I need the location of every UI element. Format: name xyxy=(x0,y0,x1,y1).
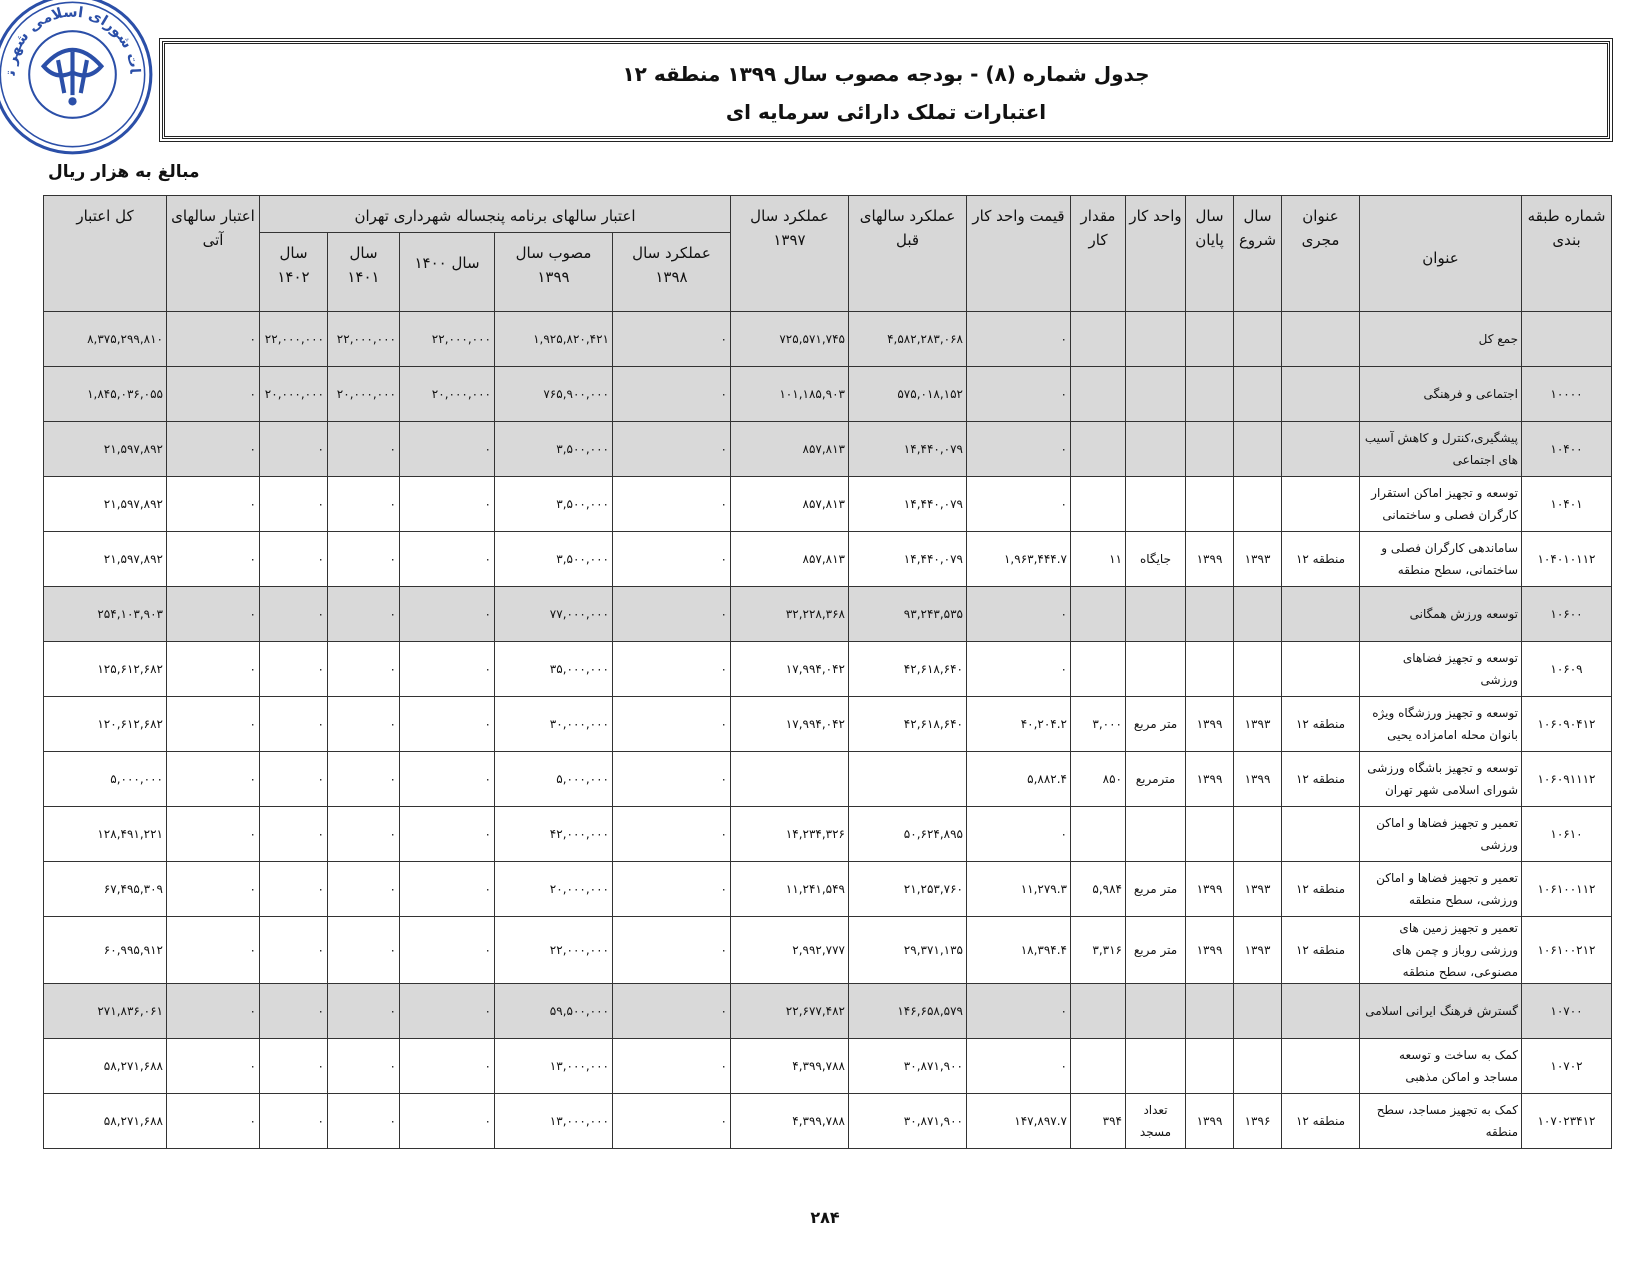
row-future-credit: ۰ xyxy=(167,532,260,587)
row-total-credit: ۱۲۵,۶۱۲,۶۸۲ xyxy=(44,642,167,697)
row-quantity xyxy=(1071,367,1126,422)
row-unit xyxy=(1126,312,1186,367)
row-unit: متر مربع xyxy=(1126,862,1186,917)
row-end-year xyxy=(1186,312,1234,367)
table-row xyxy=(44,532,1612,587)
row-performance-1398: ۰ xyxy=(613,642,731,697)
row-unit-price: ۴۰,۲۰۴.۲ xyxy=(967,697,1071,752)
row-year-1401: ۰ xyxy=(328,477,400,532)
header-performance-prior-years: عملکرد سالهای قبل xyxy=(849,196,967,312)
row-year-1402: ۰ xyxy=(260,984,328,1039)
row-executor: منطقه ۱۲ xyxy=(1282,697,1360,752)
row-quantity xyxy=(1071,587,1126,642)
row-approved-1399: ۵۹,۵۰۰,۰۰۰ xyxy=(495,984,613,1039)
row-start-year: ۱۳۹۶ xyxy=(1234,1094,1282,1149)
row-performance-1398: ۰ xyxy=(613,752,731,807)
row-year-1400: ۰ xyxy=(400,477,495,532)
row-performance-prior: ۹۳,۲۴۳,۵۳۵ xyxy=(849,587,967,642)
row-year-1400: ۰ xyxy=(400,752,495,807)
document-title: جدول شماره (۸) - بودجه مصوب سال ۱۳۹۹ منطقه ۱۲ xyxy=(622,62,1150,86)
table-row xyxy=(44,1039,1612,1094)
row-end-year xyxy=(1186,587,1234,642)
row-start-year xyxy=(1234,807,1282,862)
row-unit-price: ۱۱,۲۷۹.۳ xyxy=(967,862,1071,917)
table-row xyxy=(44,642,1612,697)
row-code: ۱۰۰۰۰ xyxy=(1522,367,1612,422)
row-title: پیشگیری،کنترل و کاهش آسیب های اجتماعی xyxy=(1360,422,1522,477)
row-year-1401: ۰ xyxy=(328,984,400,1039)
row-future-credit: ۰ xyxy=(167,752,260,807)
table-row xyxy=(44,862,1612,917)
row-start-year: ۱۳۹۳ xyxy=(1234,862,1282,917)
row-unit: جایگاه xyxy=(1126,532,1186,587)
row-future-credit: ۰ xyxy=(167,642,260,697)
row-unit xyxy=(1126,1039,1186,1094)
row-total-credit: ۱,۸۴۵,۰۳۶,۰۵۵ xyxy=(44,367,167,422)
row-title: توسعه و تجهیز فضاهای ورزشی xyxy=(1360,642,1522,697)
row-year-1401: ۰ xyxy=(328,862,400,917)
row-year-1400: ۰ xyxy=(400,862,495,917)
row-code: ۱۰۷۰۰ xyxy=(1522,984,1612,1039)
row-quantity: ۱۱ xyxy=(1071,532,1126,587)
row-performance-prior: ۱۴,۴۴۰,۰۷۹ xyxy=(849,532,967,587)
row-performance-prior: ۵۷۵,۰۱۸,۱۵۲ xyxy=(849,367,967,422)
row-performance-1397: ۱۴,۲۳۴,۳۲۶ xyxy=(731,807,849,862)
document-subtitle: اعتبارات تملک دارائی سرمایه ای xyxy=(725,100,1047,124)
budget-table xyxy=(43,195,1612,1149)
row-quantity: ۵,۹۸۴ xyxy=(1071,862,1126,917)
row-year-1402: ۰ xyxy=(260,1094,328,1149)
row-unit-price: ۰ xyxy=(967,807,1071,862)
row-year-1401: ۰ xyxy=(328,532,400,587)
header-start-year: سال شروع xyxy=(1234,196,1282,312)
row-unit-price: ۰ xyxy=(967,984,1071,1039)
row-quantity xyxy=(1071,984,1126,1039)
row-title: تعمیر و تجهیز فضاها و اماکن ورزشی، سطح منطقه xyxy=(1360,862,1522,917)
row-approved-1399: ۷۶۵,۹۰۰,۰۰۰ xyxy=(495,367,613,422)
row-approved-1399: ۳۵,۰۰۰,۰۰۰ xyxy=(495,642,613,697)
row-performance-prior xyxy=(849,752,967,807)
row-unit-price: ۰ xyxy=(967,422,1071,477)
row-total-credit: ۲۷۱,۸۳۶,۰۶۱ xyxy=(44,984,167,1039)
row-title: اجتماعی و فرهنگی xyxy=(1360,367,1522,422)
row-performance-prior: ۵۰,۶۲۴,۸۹۵ xyxy=(849,807,967,862)
row-total-credit: ۵,۰۰۰,۰۰۰ xyxy=(44,752,167,807)
row-start-year xyxy=(1234,477,1282,532)
row-performance-prior: ۴۲,۶۱۸,۶۴۰ xyxy=(849,642,967,697)
row-code: ۱۰۶۰۹۱۱۱۲ xyxy=(1522,752,1612,807)
row-total-credit: ۶۷,۴۹۵,۳۰۹ xyxy=(44,862,167,917)
row-performance-1398: ۰ xyxy=(613,532,731,587)
row-year-1402: ۰ xyxy=(260,917,328,984)
row-performance-1397: ۲,۹۹۲,۷۷۷ xyxy=(731,917,849,984)
row-future-credit: ۰ xyxy=(167,862,260,917)
row-approved-1399: ۷۷,۰۰۰,۰۰۰ xyxy=(495,587,613,642)
table-row xyxy=(44,697,1612,752)
row-quantity: ۸۵۰ xyxy=(1071,752,1126,807)
row-total-credit: ۸,۳۷۵,۲۹۹,۸۱۰ xyxy=(44,312,167,367)
table-row xyxy=(44,984,1612,1039)
row-performance-prior: ۱۴,۴۴۰,۰۷۹ xyxy=(849,477,967,532)
table-row xyxy=(44,1094,1612,1149)
row-code: ۱۰۶۰۹۰۴۱۲ xyxy=(1522,697,1612,752)
row-performance-1398: ۰ xyxy=(613,697,731,752)
row-performance-prior: ۲۹,۳۷۱,۱۳۵ xyxy=(849,917,967,984)
row-code: ۱۰۶۱۰۰۱۱۲ xyxy=(1522,862,1612,917)
row-approved-1399: ۱,۹۲۵,۸۲۰,۴۲۱ xyxy=(495,312,613,367)
row-title: توسعه و تجهیز اماکن استقرار کارگران فصلی و ساختمانی xyxy=(1360,477,1522,532)
row-performance-1398: ۰ xyxy=(613,807,731,862)
row-year-1401: ۰ xyxy=(328,642,400,697)
row-year-1401: ۰ xyxy=(328,1039,400,1094)
row-year-1402: ۰ xyxy=(260,697,328,752)
row-quantity: ۳۹۴ xyxy=(1071,1094,1126,1149)
row-start-year xyxy=(1234,984,1282,1039)
row-year-1400: ۰ xyxy=(400,1094,495,1149)
row-code: ۱۰۴۰۰ xyxy=(1522,422,1612,477)
row-start-year xyxy=(1234,587,1282,642)
row-performance-prior: ۴۲,۶۱۸,۶۴۰ xyxy=(849,697,967,752)
row-year-1401: ۲۲,۰۰۰,۰۰۰ xyxy=(328,312,400,367)
row-code: ۱۰۷۰۲۳۴۱۲ xyxy=(1522,1094,1612,1149)
row-code: ۱۰۶۱۰ xyxy=(1522,807,1612,862)
row-performance-prior: ۱۴,۴۴۰,۰۷۹ xyxy=(849,422,967,477)
row-end-year xyxy=(1186,422,1234,477)
row-start-year xyxy=(1234,642,1282,697)
row-quantity: ۳,۳۱۶ xyxy=(1071,917,1126,984)
row-performance-1398: ۰ xyxy=(613,367,731,422)
row-quantity xyxy=(1071,642,1126,697)
row-unit xyxy=(1126,807,1186,862)
row-performance-1398: ۰ xyxy=(613,477,731,532)
row-end-year xyxy=(1186,642,1234,697)
row-code: ۱۰۴۰۱۰۱۱۲ xyxy=(1522,532,1612,587)
row-code: ۱۰۷۰۲ xyxy=(1522,1039,1612,1094)
row-unit: تعداد مسجد xyxy=(1126,1094,1186,1149)
row-year-1402: ۰ xyxy=(260,422,328,477)
row-unit: مترمربع xyxy=(1126,752,1186,807)
row-total-credit: ۵۸,۲۷۱,۶۸۸ xyxy=(44,1039,167,1094)
row-performance-1397: ۷۲۵,۵۷۱,۷۴۵ xyxy=(731,312,849,367)
row-approved-1399: ۱۳,۰۰۰,۰۰۰ xyxy=(495,1039,613,1094)
row-approved-1399: ۳,۵۰۰,۰۰۰ xyxy=(495,532,613,587)
row-unit-price: ۱,۹۶۳,۴۴۴.۷ xyxy=(967,532,1071,587)
row-end-year xyxy=(1186,984,1234,1039)
row-unit-price: ۵,۸۸۲.۴ xyxy=(967,752,1071,807)
row-future-credit: ۰ xyxy=(167,1094,260,1149)
row-year-1401: ۰ xyxy=(328,697,400,752)
row-year-1402: ۰ xyxy=(260,752,328,807)
row-performance-1397: ۸۵۷,۸۱۳ xyxy=(731,532,849,587)
row-performance-1398: ۰ xyxy=(613,1094,731,1149)
row-year-1400: ۰ xyxy=(400,642,495,697)
row-unit-price: ۰ xyxy=(967,477,1071,532)
row-year-1402: ۰ xyxy=(260,862,328,917)
row-year-1400: ۲۲,۰۰۰,۰۰۰ xyxy=(400,312,495,367)
row-approved-1399: ۲۲,۰۰۰,۰۰۰ xyxy=(495,917,613,984)
row-performance-prior: ۳۰,۸۷۱,۹۰۰ xyxy=(849,1094,967,1149)
row-end-year xyxy=(1186,477,1234,532)
row-title: کمک به تجهیز مساجد، سطح منطقه xyxy=(1360,1094,1522,1149)
row-year-1402: ۲۰,۰۰۰,۰۰۰ xyxy=(260,367,328,422)
row-performance-1397: ۱۰۱,۱۸۵,۹۰۳ xyxy=(731,367,849,422)
row-total-credit: ۲۵۴,۱۰۳,۹۰۳ xyxy=(44,587,167,642)
row-code: ۱۰۶۱۰۰۲۱۲ xyxy=(1522,917,1612,984)
row-end-year: ۱۳۹۹ xyxy=(1186,532,1234,587)
row-year-1400: ۰ xyxy=(400,587,495,642)
row-approved-1399: ۳,۵۰۰,۰۰۰ xyxy=(495,422,613,477)
row-year-1402: ۰ xyxy=(260,1039,328,1094)
row-year-1401: ۰ xyxy=(328,807,400,862)
seal-text: ات شورای اسلامی شهر ت xyxy=(2,4,143,76)
row-approved-1399: ۳,۵۰۰,۰۰۰ xyxy=(495,477,613,532)
row-performance-1397: ۸۵۷,۸۱۳ xyxy=(731,477,849,532)
row-executor: منطقه ۱۲ xyxy=(1282,1094,1360,1149)
row-future-credit: ۰ xyxy=(167,367,260,422)
row-executor xyxy=(1282,312,1360,367)
table-row xyxy=(44,807,1612,862)
row-start-year xyxy=(1234,367,1282,422)
row-future-credit: ۰ xyxy=(167,1039,260,1094)
row-performance-1397: ۲۲,۶۷۷,۴۸۲ xyxy=(731,984,849,1039)
row-unit: متر مربع xyxy=(1126,697,1186,752)
row-quantity xyxy=(1071,1039,1126,1094)
row-unit xyxy=(1126,984,1186,1039)
row-performance-1397: ۱۱,۲۴۱,۵۴۹ xyxy=(731,862,849,917)
row-year-1402: ۰ xyxy=(260,532,328,587)
municipal-seal-stamp xyxy=(0,0,155,157)
row-year-1401: ۰ xyxy=(328,587,400,642)
row-quantity: ۳,۰۰۰ xyxy=(1071,697,1126,752)
header-year-1400: سال ۱۴۰۰ xyxy=(400,233,495,312)
row-quantity xyxy=(1071,477,1126,532)
row-performance-1398: ۰ xyxy=(613,1039,731,1094)
row-end-year xyxy=(1186,807,1234,862)
row-performance-1398: ۰ xyxy=(613,917,731,984)
header-approved-1399: مصوب سال ۱۳۹۹ xyxy=(495,233,613,312)
row-executor xyxy=(1282,367,1360,422)
row-end-year: ۱۳۹۹ xyxy=(1186,862,1234,917)
header-title: عنوان xyxy=(1360,196,1522,312)
row-start-year xyxy=(1234,312,1282,367)
header-five-year-plan: اعتبار سالهای برنامه پنجساله شهرداری تهران xyxy=(260,196,731,233)
header-code: شماره طبقه بندی xyxy=(1522,196,1612,312)
row-start-year xyxy=(1234,1039,1282,1094)
row-total-credit: ۱۲۸,۴۹۱,۲۲۱ xyxy=(44,807,167,862)
row-future-credit: ۰ xyxy=(167,587,260,642)
row-quantity xyxy=(1071,807,1126,862)
row-end-year xyxy=(1186,1039,1234,1094)
row-year-1402: ۰ xyxy=(260,587,328,642)
row-unit-price: ۱۴۷,۸۹۷.۷ xyxy=(967,1094,1071,1149)
header-performance-1398: عملکرد سال ۱۳۹۸ xyxy=(613,233,731,312)
row-title: توسعه و تجهیز ورزشگاه ویژه بانوان محله امامزاده یحیی xyxy=(1360,697,1522,752)
row-year-1400: ۰ xyxy=(400,1039,495,1094)
row-performance-1398: ۰ xyxy=(613,984,731,1039)
row-unit xyxy=(1126,422,1186,477)
row-quantity xyxy=(1071,312,1126,367)
row-year-1402: ۰ xyxy=(260,477,328,532)
row-year-1402: ۰ xyxy=(260,807,328,862)
row-total-credit: ۲۱,۵۹۷,۸۹۲ xyxy=(44,532,167,587)
row-performance-1398: ۰ xyxy=(613,422,731,477)
row-code xyxy=(1522,312,1612,367)
row-executor xyxy=(1282,1039,1360,1094)
row-approved-1399: ۳۰,۰۰۰,۰۰۰ xyxy=(495,697,613,752)
row-executor xyxy=(1282,587,1360,642)
row-unit xyxy=(1126,642,1186,697)
row-executor: منطقه ۱۲ xyxy=(1282,532,1360,587)
row-code: ۱۰۶۰۰ xyxy=(1522,587,1612,642)
row-year-1400: ۰ xyxy=(400,532,495,587)
row-performance-prior: ۴,۵۸۲,۲۸۳,۰۶۸ xyxy=(849,312,967,367)
row-executor xyxy=(1282,477,1360,532)
row-unit-price: ۰ xyxy=(967,587,1071,642)
row-year-1401: ۲۰,۰۰۰,۰۰۰ xyxy=(328,367,400,422)
row-total-credit: ۶۰,۹۹۵,۹۱۲ xyxy=(44,917,167,984)
row-unit: متر مربع xyxy=(1126,917,1186,984)
row-approved-1399: ۴۲,۰۰۰,۰۰۰ xyxy=(495,807,613,862)
row-year-1401: ۰ xyxy=(328,752,400,807)
row-total-credit: ۱۲۰,۶۱۲,۶۸۲ xyxy=(44,697,167,752)
row-year-1400: ۲۰,۰۰۰,۰۰۰ xyxy=(400,367,495,422)
row-performance-1398: ۰ xyxy=(613,587,731,642)
row-year-1401: ۰ xyxy=(328,422,400,477)
row-performance-1397: ۴,۳۹۹,۷۸۸ xyxy=(731,1094,849,1149)
row-start-year: ۱۳۹۳ xyxy=(1234,917,1282,984)
row-end-year: ۱۳۹۹ xyxy=(1186,1094,1234,1149)
row-unit-price: ۱۸,۳۹۴.۴ xyxy=(967,917,1071,984)
table-row xyxy=(44,422,1612,477)
row-year-1400: ۰ xyxy=(400,984,495,1039)
row-performance-1397: ۸۵۷,۸۱۳ xyxy=(731,422,849,477)
row-future-credit: ۰ xyxy=(167,477,260,532)
row-start-year xyxy=(1234,422,1282,477)
row-title: توسعه ورزش همگانی xyxy=(1360,587,1522,642)
header-performance-1397: عملکرد سال ۱۳۹۷ xyxy=(731,196,849,312)
row-performance-prior: ۳۰,۸۷۱,۹۰۰ xyxy=(849,1039,967,1094)
row-title: تعمیر و تجهیز زمین های ورزشی روباز و چمن های مصنوعی، سطح منطقه xyxy=(1360,917,1522,984)
row-future-credit: ۰ xyxy=(167,917,260,984)
header-end-year: سال پایان xyxy=(1186,196,1234,312)
header-unit-price: قیمت واحد کار xyxy=(967,196,1071,312)
table-row xyxy=(44,367,1612,422)
row-title: جمع کل xyxy=(1360,312,1522,367)
row-unit-price: ۰ xyxy=(967,642,1071,697)
row-performance-1397: ۴,۳۹۹,۷۸۸ xyxy=(731,1039,849,1094)
row-executor: منطقه ۱۲ xyxy=(1282,917,1360,984)
row-title: تعمیر و تجهیز فضاها و اماکن ورزشی xyxy=(1360,807,1522,862)
row-future-credit: ۰ xyxy=(167,697,260,752)
row-executor: منطقه ۱۲ xyxy=(1282,862,1360,917)
row-end-year xyxy=(1186,367,1234,422)
row-executor: منطقه ۱۲ xyxy=(1282,752,1360,807)
row-approved-1399: ۲۰,۰۰۰,۰۰۰ xyxy=(495,862,613,917)
header-year-1401: سال ۱۴۰۱ xyxy=(328,233,400,312)
row-executor xyxy=(1282,642,1360,697)
table-row xyxy=(44,752,1612,807)
row-future-credit: ۰ xyxy=(167,807,260,862)
currency-units-note: مبالغ به هزار ریال xyxy=(48,162,200,182)
row-future-credit: ۰ xyxy=(167,422,260,477)
row-future-credit: ۰ xyxy=(167,984,260,1039)
page-number: ۲۸۴ xyxy=(810,1208,840,1227)
header-quantity: مقدار کار xyxy=(1071,196,1126,312)
row-performance-prior: ۱۴۶,۶۵۸,۵۷۹ xyxy=(849,984,967,1039)
row-start-year: ۱۳۹۹ xyxy=(1234,752,1282,807)
row-unit-price: ۰ xyxy=(967,1039,1071,1094)
row-start-year: ۱۳۹۳ xyxy=(1234,532,1282,587)
row-quantity xyxy=(1071,422,1126,477)
row-year-1401: ۰ xyxy=(328,917,400,984)
row-year-1400: ۰ xyxy=(400,807,495,862)
row-unit xyxy=(1126,587,1186,642)
row-title: ساماندهی کارگران فصلی و ساختمانی، سطح منطقه xyxy=(1360,532,1522,587)
row-title: توسعه و تجهیز باشگاه ورزشی شورای اسلامی شهر تهران xyxy=(1360,752,1522,807)
table-row xyxy=(44,312,1612,367)
row-end-year: ۱۳۹۹ xyxy=(1186,697,1234,752)
budget-table-body xyxy=(44,312,1612,1149)
row-start-year: ۱۳۹۳ xyxy=(1234,697,1282,752)
row-end-year: ۱۳۹۹ xyxy=(1186,917,1234,984)
row-performance-1398: ۰ xyxy=(613,312,731,367)
row-future-credit: ۰ xyxy=(167,312,260,367)
table-row xyxy=(44,477,1612,532)
row-total-credit: ۵۸,۲۷۱,۶۸۸ xyxy=(44,1094,167,1149)
title-box xyxy=(162,41,1610,139)
header-future-credit: اعتبار سالهای آتی xyxy=(167,196,260,312)
row-performance-1397: ۳۲,۲۲۸,۳۶۸ xyxy=(731,587,849,642)
row-total-credit: ۲۱,۵۹۷,۸۹۲ xyxy=(44,477,167,532)
header-year-1402: سال ۱۴۰۲ xyxy=(260,233,328,312)
row-year-1400: ۰ xyxy=(400,697,495,752)
row-year-1400: ۰ xyxy=(400,422,495,477)
header-total-credit: کل اعتبار xyxy=(44,196,167,312)
row-performance-1398: ۰ xyxy=(613,862,731,917)
row-executor xyxy=(1282,984,1360,1039)
row-approved-1399: ۵,۰۰۰,۰۰۰ xyxy=(495,752,613,807)
row-code: ۱۰۶۰۹ xyxy=(1522,642,1612,697)
row-executor xyxy=(1282,422,1360,477)
header-executor: عنوان مجری xyxy=(1282,196,1360,312)
row-performance-1397: ۱۷,۹۹۴,۰۴۲ xyxy=(731,697,849,752)
row-unit xyxy=(1126,367,1186,422)
row-year-1402: ۲۲,۰۰۰,۰۰۰ xyxy=(260,312,328,367)
row-performance-1397 xyxy=(731,752,849,807)
row-executor xyxy=(1282,807,1360,862)
row-title: کمک به ساخت و توسعه مساجد و اماکن مذهبی xyxy=(1360,1039,1522,1094)
row-year-1402: ۰ xyxy=(260,642,328,697)
row-performance-1397: ۱۷,۹۹۴,۰۴۲ xyxy=(731,642,849,697)
row-year-1401: ۰ xyxy=(328,1094,400,1149)
row-unit-price: ۰ xyxy=(967,312,1071,367)
row-total-credit: ۲۱,۵۹۷,۸۹۲ xyxy=(44,422,167,477)
row-end-year: ۱۳۹۹ xyxy=(1186,752,1234,807)
row-unit-price: ۰ xyxy=(967,367,1071,422)
row-approved-1399: ۱۳,۰۰۰,۰۰۰ xyxy=(495,1094,613,1149)
header-unit: واحد کار xyxy=(1126,196,1186,312)
row-code: ۱۰۴۰۱ xyxy=(1522,477,1612,532)
row-year-1400: ۰ xyxy=(400,917,495,984)
table-row xyxy=(44,917,1612,984)
row-performance-prior: ۲۱,۲۵۳,۷۶۰ xyxy=(849,862,967,917)
row-unit xyxy=(1126,477,1186,532)
row-title: گسترش فرهنگ ایرانی اسلامی xyxy=(1360,984,1522,1039)
table-row xyxy=(44,587,1612,642)
